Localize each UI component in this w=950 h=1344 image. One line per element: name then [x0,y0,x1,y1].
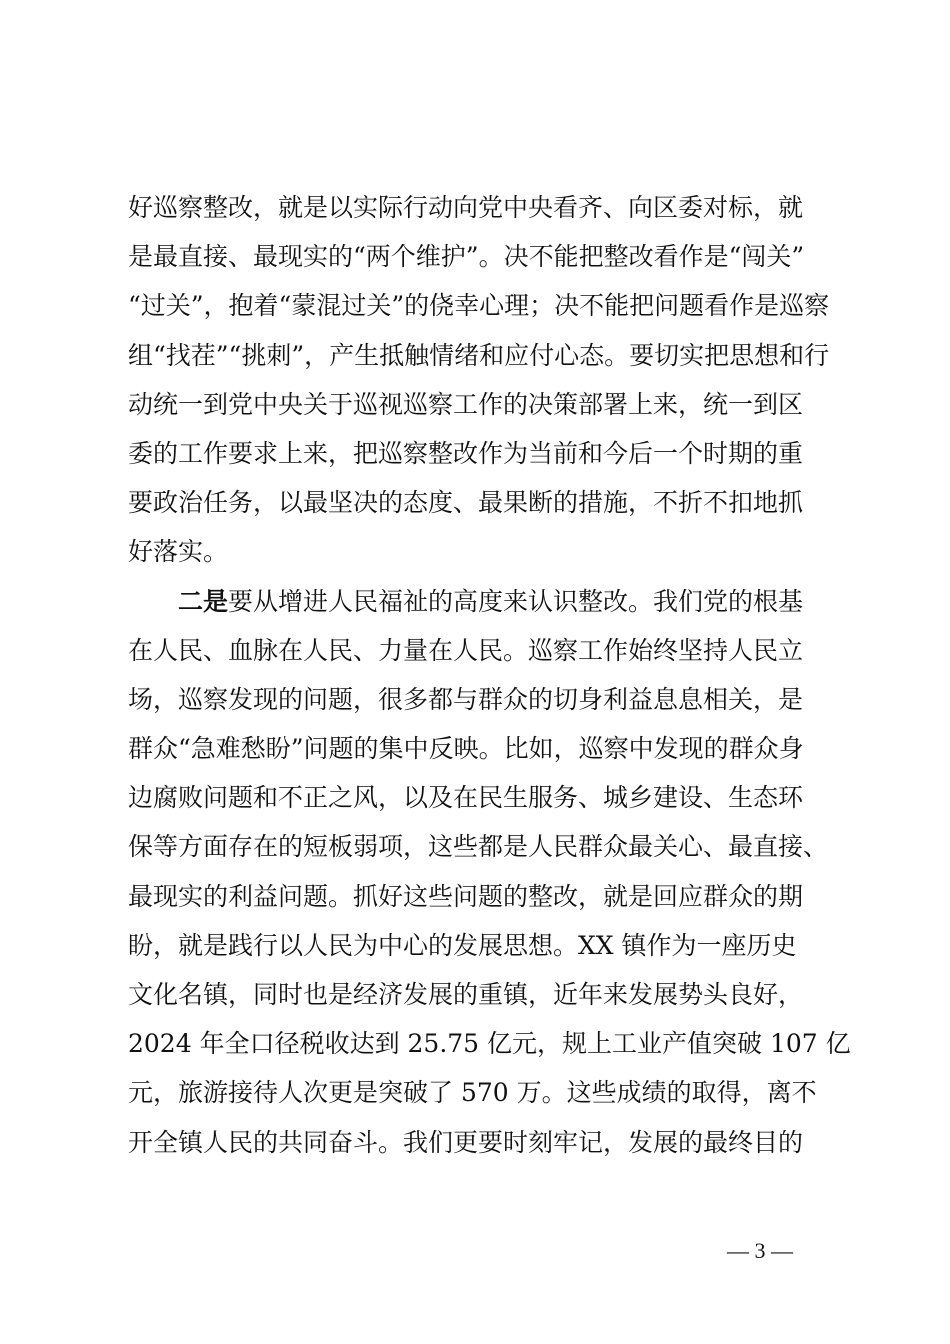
paragraph-2-first-line [128,577,836,626]
text-line: 是最直接、最现实的“两个维护”。决不能把整改看作是“闯关” [128,242,805,272]
text-line: “过关”，抱着“蒙混过关”的侥幸心理；决不能把问题看作是巡察 [128,291,830,321]
text-line: 好落实。 [128,537,229,567]
text-line: 要政治任务，以最坚决的态度、最果断的措施，不折不扣地抓 [128,488,804,518]
text-line: 场，巡察发现的问题，很多都与群众的切身利益息息相关，是 [128,684,804,714]
body-text [128,183,851,1167]
text-line: 文化名镇，同时也是经济发展的重镇，近年来发展势头良好， [128,980,804,1009]
text-line: 在人民、血脉在人民、力量在人民。巡察工作始终坚持人民立 [128,635,804,665]
text-line: 最现实的利益问题。抓好这些问题的整改，就是回应群众的期 [128,881,804,911]
paragraph-2-lead: 二是 [178,586,229,616]
text-line: 元，旅游接待人次更是突破了 570 万。这些成绩的取得，离不 [128,1078,817,1108]
text-line: 保等方面存在的短板弱项，这些都是人民群众最关心、最直接、 [128,832,829,862]
page-number: — 3 — [727,1238,793,1263]
text-line: 组“找茬”“挑刺”，产生抵触情绪和应付心态。要切实把思想和行 [128,340,830,370]
text-line: 2024 年全口径税收达到 25.75 亿元，规上工业产值突破 107 亿 [128,1029,851,1059]
text-line: 群众“急难愁盼”问题的集中反映。比如，巡察中发现的群众身 [128,734,804,764]
text-line: 动统一到党中央关于巡视巡察工作的决策部署上来，统一到区 [128,389,804,419]
text-line: 委的工作要求上来，把巡察整改作为当前和今后一个时期的重 [128,438,804,468]
text-line: 盼，就是践行以人民为中心的发展思想。XX 镇作为一座历史 [128,930,797,960]
text-line: 好巡察整改，就是以实际行动向党中央看齐、向区委对标，就 [128,193,804,222]
text-line: 边腐败问题和不正之风，以及在民生服务、城乡建设、生态环 [128,783,804,813]
paragraph-2-first-text: 要从增进人民福祉的高度来认识整改。我们党的根基 [228,586,804,616]
text-line: 开全镇人民的共同奋斗。我们更要时刻牢记，发展的最终目的 [128,1127,804,1157]
